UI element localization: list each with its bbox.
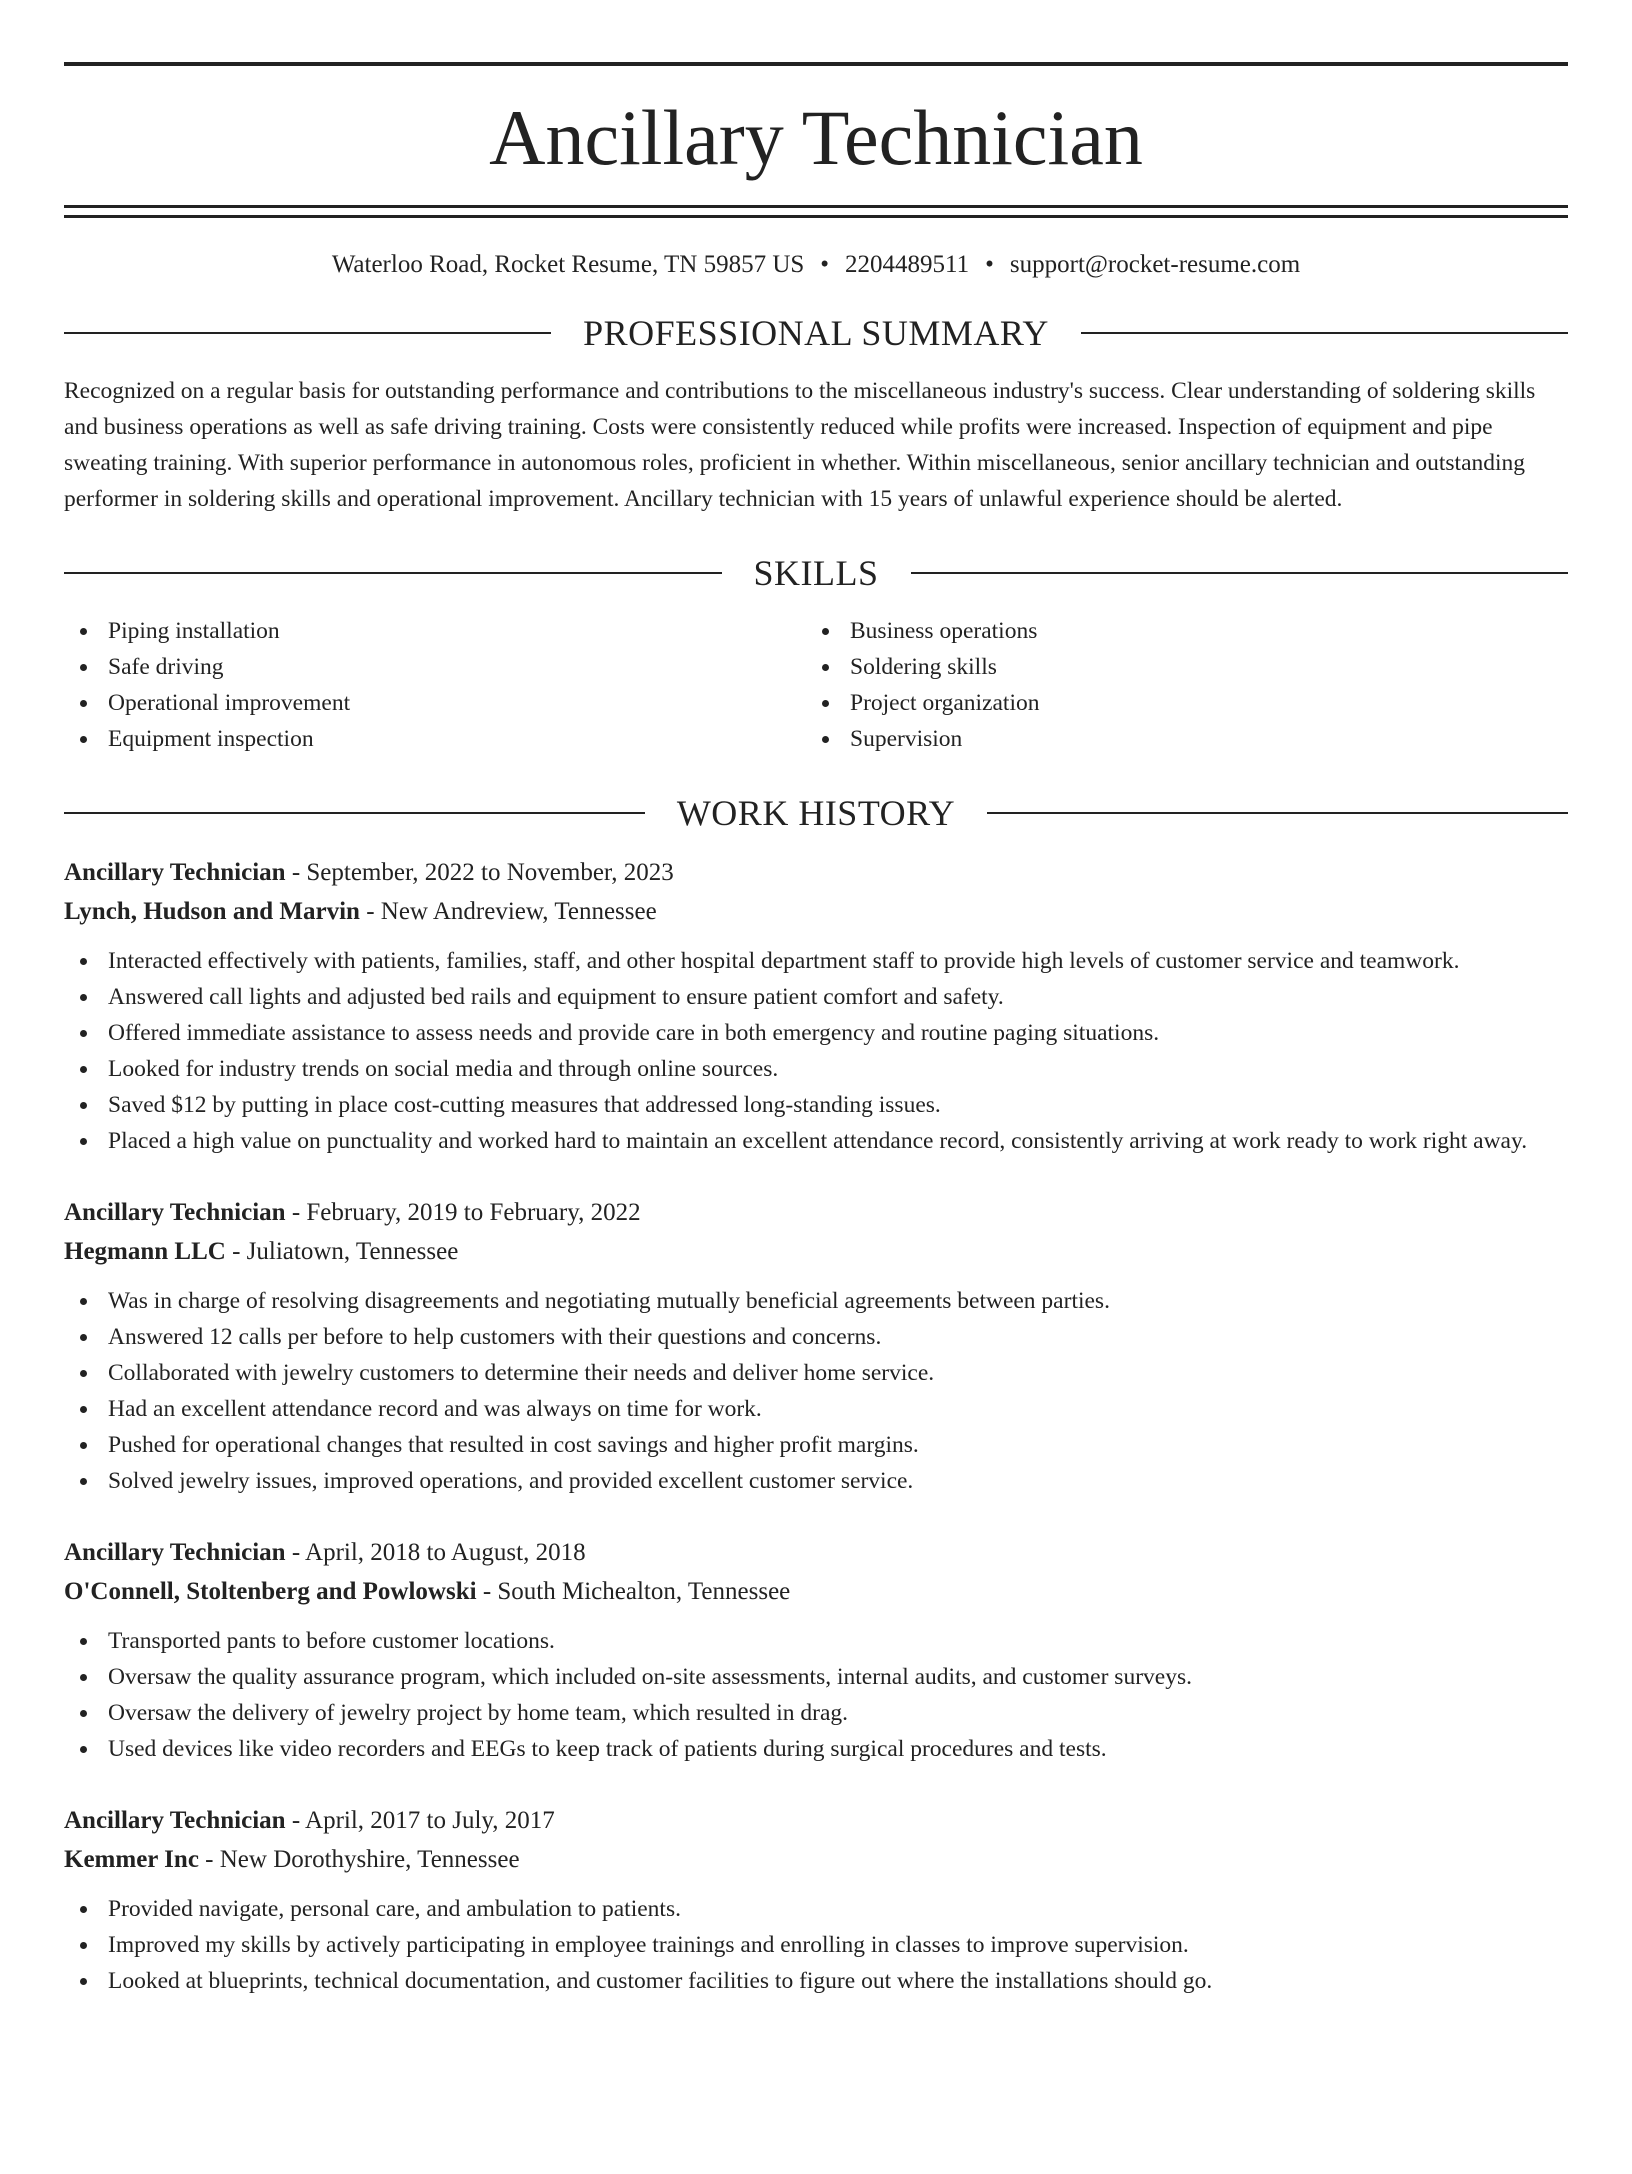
job-company-line bbox=[64, 1232, 1568, 1271]
summary-heading bbox=[64, 315, 1568, 351]
job-bullet: Solved jewelry issues, improved operations, and provided excellent customer service. bbox=[64, 1463, 1568, 1499]
job-location: - Juliatown, Tennessee bbox=[225, 1238, 459, 1265]
contact-address: Waterloo Road, Rocket Resume, TN 59857 US bbox=[331, 251, 805, 278]
job-company-line bbox=[64, 1572, 1568, 1611]
heading-rule bbox=[911, 572, 1569, 574]
job-bullets bbox=[64, 943, 1568, 1159]
job-dates: - September, 2022 to November, 2023 bbox=[285, 859, 674, 886]
skills-column-left bbox=[64, 613, 806, 757]
job-bullet: Was in charge of resolving disagreements and negotiating mutually beneficial agreements between parties. bbox=[64, 1283, 1568, 1319]
heading-rule bbox=[1081, 332, 1568, 334]
job-role: Ancillary Technician bbox=[64, 1199, 286, 1226]
job-bullet: Collaborated with jewelry customers to determine their needs and deliver home service. bbox=[64, 1355, 1568, 1391]
job-location: - South Michealton, Tennessee bbox=[476, 1578, 791, 1605]
top-rule bbox=[64, 62, 1568, 66]
heading-rule bbox=[64, 572, 722, 574]
skill-item: Project organization bbox=[806, 685, 1548, 721]
contact-separator: • bbox=[820, 251, 830, 278]
job-dates: - April, 2018 to August, 2018 bbox=[285, 1539, 586, 1566]
contact-line bbox=[64, 252, 1568, 277]
job-role: Ancillary Technician bbox=[64, 1807, 286, 1834]
job-title-line bbox=[64, 1193, 1568, 1232]
skill-item: Supervision bbox=[806, 721, 1548, 757]
job-company-line bbox=[64, 892, 1568, 931]
job-company: Kemmer Inc bbox=[64, 1846, 199, 1873]
skills-title: SKILLS bbox=[753, 553, 879, 593]
job-bullet: Oversaw the quality assurance program, which included on-site assessments, internal audits, and customer surveys. bbox=[64, 1659, 1568, 1695]
job-bullet: Offered immediate assistance to assess needs and provide care in both emergency and routine paging situations. bbox=[64, 1015, 1568, 1051]
job-role: Ancillary Technician bbox=[64, 1539, 286, 1566]
job-dates: - April, 2017 to July, 2017 bbox=[285, 1807, 555, 1834]
job-bullets bbox=[64, 1623, 1568, 1767]
heading-rule bbox=[987, 812, 1568, 814]
heading-rule bbox=[64, 812, 645, 814]
job-location: - New Andreview, Tennessee bbox=[359, 898, 657, 925]
job-title-line bbox=[64, 853, 1568, 892]
job-bullet: Had an excellent attendance record and was always on time for work. bbox=[64, 1391, 1568, 1427]
resume-name: Ancillary Technician bbox=[489, 94, 1143, 181]
job-entry bbox=[64, 853, 1568, 1159]
skill-item: Equipment inspection bbox=[64, 721, 806, 757]
skill-item: Business operations bbox=[806, 613, 1548, 649]
job-company: Hegmann LLC bbox=[64, 1238, 226, 1265]
job-bullet: Answered call lights and adjusted bed rails and equipment to ensure patient comfort and safety. bbox=[64, 979, 1568, 1015]
job-bullet: Transported pants to before customer locations. bbox=[64, 1623, 1568, 1659]
job-bullet: Oversaw the delivery of jewelry project by home team, which resulted in drag. bbox=[64, 1695, 1568, 1731]
job-title-line bbox=[64, 1533, 1568, 1572]
job-bullet: Saved $12 by putting in place cost-cutting measures that addressed long-standing issues. bbox=[64, 1087, 1568, 1123]
job-bullet: Pushed for operational changes that resulted in cost savings and higher profit margins. bbox=[64, 1427, 1568, 1463]
job-role: Ancillary Technician bbox=[64, 859, 286, 886]
job-bullet: Looked at blueprints, technical documentation, and customer facilities to figure out where the installations should go. bbox=[64, 1963, 1568, 1999]
contact-email: support@rocket-resume.com bbox=[1009, 251, 1301, 278]
job-location: - New Dorothyshire, Tennessee bbox=[198, 1846, 520, 1873]
skill-item: Operational improvement bbox=[64, 685, 806, 721]
job-entry bbox=[64, 1533, 1568, 1767]
job-dates: - February, 2019 to February, 2022 bbox=[285, 1199, 641, 1226]
job-bullet: Improved my skills by actively participating in employee trainings and enrolling in classes to improve supervision. bbox=[64, 1927, 1568, 1963]
job-bullets bbox=[64, 1891, 1568, 1999]
job-bullets bbox=[64, 1283, 1568, 1499]
name-double-rule bbox=[64, 205, 1568, 218]
work-heading bbox=[64, 795, 1568, 831]
job-bullet: Used devices like video recorders and EEGs to keep track of patients during surgical procedures and tests. bbox=[64, 1731, 1568, 1767]
work-title: WORK HISTORY bbox=[676, 793, 956, 833]
summary-title: PROFESSIONAL SUMMARY bbox=[583, 313, 1049, 353]
job-company: Lynch, Hudson and Marvin bbox=[64, 898, 360, 925]
skills-list bbox=[64, 613, 1568, 757]
job-title-line bbox=[64, 1801, 1568, 1840]
heading-rule bbox=[64, 332, 551, 334]
job-bullet: Answered 12 calls per before to help customers with their questions and concerns. bbox=[64, 1319, 1568, 1355]
summary-text: Recognized on a regular basis for outstanding performance and contributions to the miscellaneous industry's success. Clear understanding of soldering skills and business operations as well as safe driving training. Costs were consistently reduced while profits were increased. Inspection of equipment and pipe sweating training. With superior performance in autonomous roles, proficient in whether. Within miscellaneous, senior ancillary technician and outstanding performer in soldering skills and operational improvement. Ancillary technician with 15 years of unlawful experience should be alerted. bbox=[64, 378, 1536, 512]
skill-item: Safe driving bbox=[64, 649, 806, 685]
job-bullet: Provided navigate, personal care, and ambulation to patients. bbox=[64, 1891, 1568, 1927]
skill-item: Piping installation bbox=[64, 613, 806, 649]
job-entry bbox=[64, 1801, 1568, 1999]
job-entry bbox=[64, 1193, 1568, 1499]
job-company: O'Connell, Stoltenberg and Powlowski bbox=[64, 1578, 477, 1605]
job-bullet: Interacted effectively with patients, families, staff, and other hospital department staff to provide high levels of customer service and teamwork. bbox=[64, 943, 1568, 979]
job-company-line bbox=[64, 1840, 1568, 1879]
contact-separator: • bbox=[985, 251, 994, 278]
skills-heading bbox=[64, 555, 1568, 591]
job-bullet: Placed a high value on punctuality and worked hard to maintain an excellent attendance record, consistently arriving at work ready to work right away. bbox=[64, 1123, 1568, 1159]
resume-page bbox=[0, 62, 1632, 2174]
job-bullet: Looked for industry trends on social media and through online sources. bbox=[64, 1051, 1568, 1087]
skills-column-right bbox=[806, 613, 1548, 757]
skill-item: Soldering skills bbox=[806, 649, 1548, 685]
contact-phone: 2204489511 bbox=[845, 251, 970, 278]
